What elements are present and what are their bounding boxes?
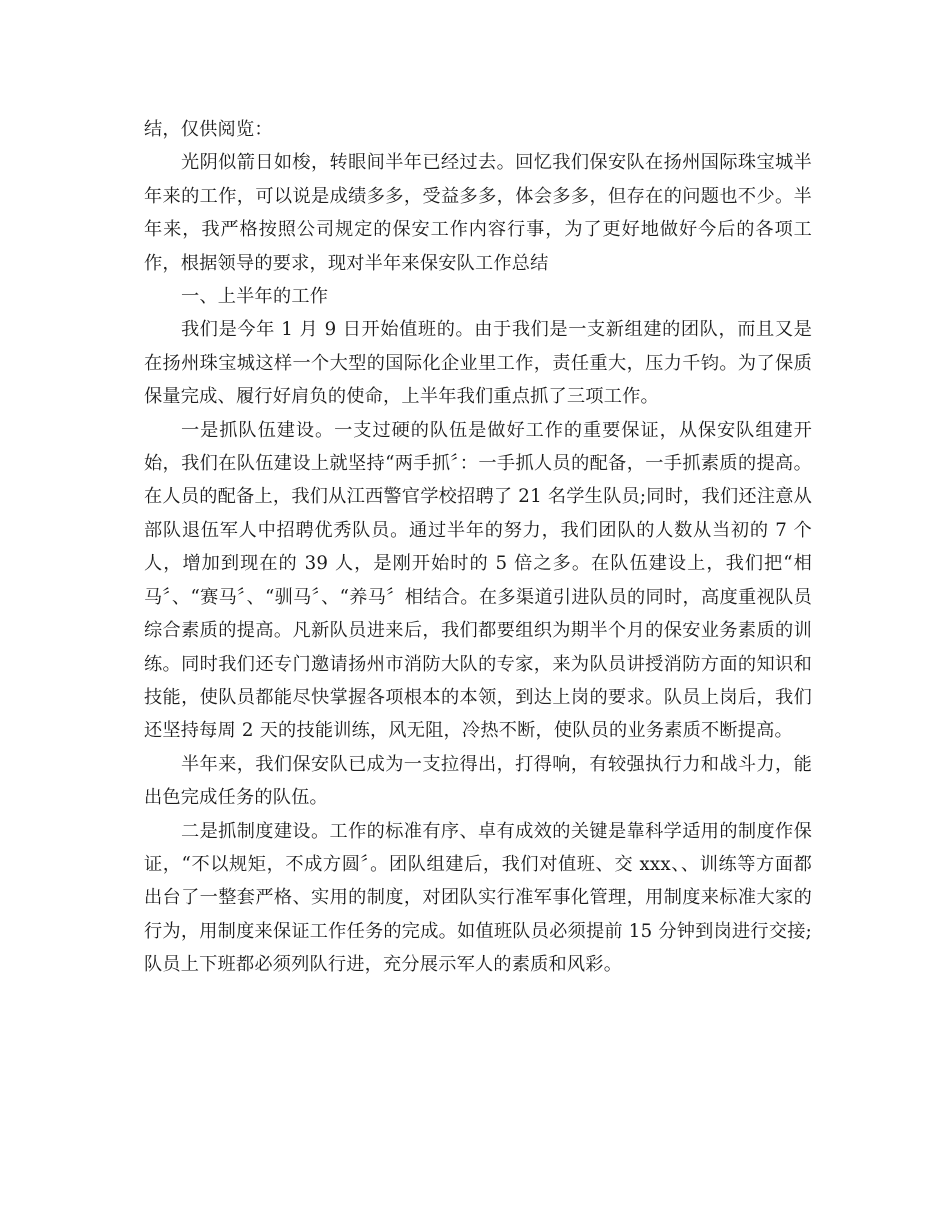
- paragraph-intro-fragment: 结，仅供阅览：: [144, 119, 273, 140]
- paragraph-team-building: 一是抓队伍建设。一支过硬的队伍是做好工作的重要保证，从保安队组建开始，我们在队伍建设上就坚持“两手抓〞：一手抓人员的配备，一手抓素质的提高。在人员的配备上，我们从江西警官学校招聘了 21 名学生队员;同时，我们还注意从部队退伍军人中招聘优秀队员。通过半年的努力，我们团队的人数从当初的 7 个人，增加到现在的 39 人，是刚开始时的 5 倍之多。在队伍建设上，我们把“相马〞、“赛马〞、“驯马〞、“养马〞相结合。在多渠道引进队员的同时，高度重视队员综合素质的提高。凡新队员进来后，我们都要组织为期半个月的保安业务素质的训练。同时我们还专门邀请扬州市消防大队的专家，来为队员讲授消防方面的知识和技能，使队员都能尽快掌握各项根本的本领，到达上岗的要求。队员上岗后，我们还坚持每周 2 天的技能训练，风无阻，冷热不断，使队员的业务素质不断提高。: [144, 419, 812, 742]
- paragraph-system-building: 二是抓制度建设。工作的标准有序、卓有成效的关键是靠科学适用的制度作保证，“不以规矩，不成方圆〞。团队组建后，我们对值班、交 xxx、、训练等方面都出台了一整套严格、实用的制度，对团队实行准军事化管理，用制度来标准大家的行为，用制度来保证工作任务的完成。如值班队员必须提前 15 分钟到岗进行交接;队员上下班都必须列队行进，充分展示军人的素质和风彩。: [144, 820, 812, 976]
- document-body: [144, 113, 812, 982]
- section-heading-first-half-work: 一、上半年的工作: [181, 286, 329, 308]
- paragraph-start-duty: 我们是今年 1 月 9 日开始值班的。由于我们是一支新组建的团队，而且又是在扬州珠宝城这样一个大型的国际化企业里工作，责任重大，压力千钧。为了保质保量完成、履行好肩负的使命，上半年我们重点抓了三项工作。: [144, 319, 812, 408]
- paragraph-opening: 光阴似箭日如梭，转眼间半年已经过去。回忆我们保安队在扬州国际珠宝城半年来的工作，可以说是成绩多多，受益多多，体会多多，但存在的问题也不少。半年来，我严格按照公司规定的保安工作内容行事，为了更好地做好今后的各项工作，根据领导的要求，现对半年来保安队工作总结: [144, 152, 812, 274]
- paragraph-team-summary: 半年来，我们保安队已成为一支拉得出，打得响，有较强执行力和战斗力，能出色完成任务的队伍。: [144, 753, 812, 809]
